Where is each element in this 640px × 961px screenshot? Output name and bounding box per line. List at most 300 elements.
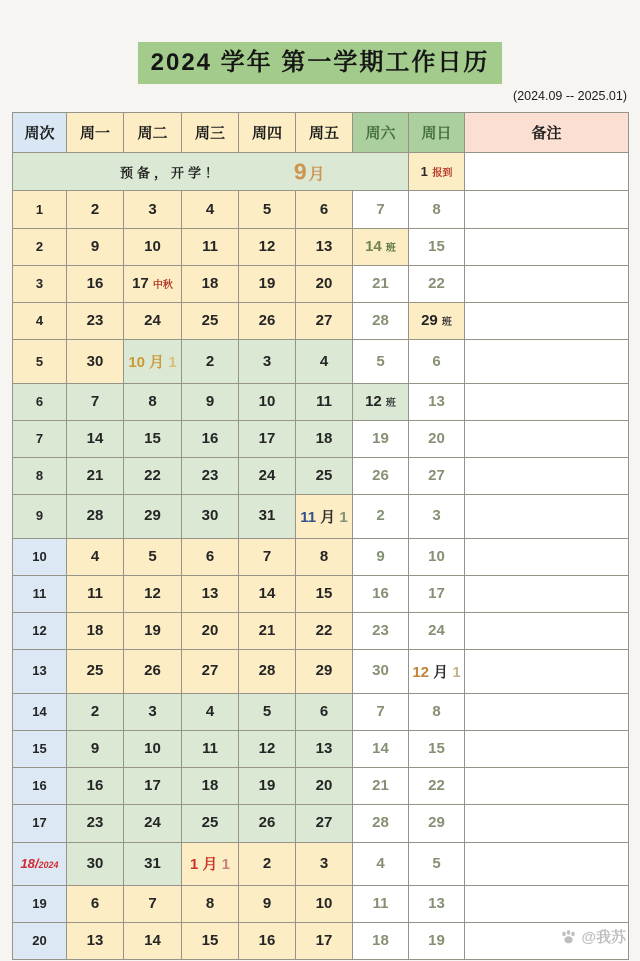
week-number-cell	[13, 842, 67, 885]
remark-cell	[465, 265, 629, 302]
cell-text: 21	[86, 467, 104, 485]
cell-text: 26	[258, 312, 276, 330]
week-row	[13, 730, 629, 767]
day-cell	[239, 842, 296, 885]
cell-text: 30	[86, 854, 104, 872]
day-cell	[353, 805, 409, 842]
day-cell	[124, 650, 182, 693]
cell-text: 15	[428, 739, 445, 757]
week-number-cell	[13, 768, 67, 805]
cell-text: 26	[258, 814, 276, 832]
cell-text: 21	[372, 275, 389, 293]
day-cell	[67, 650, 124, 693]
month-row-september	[13, 153, 629, 191]
cell-text: 9	[262, 894, 272, 912]
cell-text: 1	[452, 663, 461, 681]
day-cell	[353, 575, 409, 612]
day-cell	[124, 303, 182, 340]
day-cell	[239, 340, 296, 383]
cell-text: 6	[319, 702, 329, 720]
day-cell	[239, 228, 296, 265]
cell-text: 19	[428, 932, 445, 950]
week-number-cell	[13, 420, 67, 457]
day-cell	[296, 805, 353, 842]
cell-text: 12	[365, 392, 386, 410]
cell-text: 3	[35, 276, 44, 292]
day-cell	[67, 383, 124, 420]
day-cell	[296, 842, 353, 885]
cell-text: 23	[86, 312, 104, 330]
cell-text: 11	[87, 584, 103, 602]
day-cell	[409, 383, 465, 420]
day-cell	[182, 383, 239, 420]
cell-text: 2	[205, 352, 215, 370]
day-cell	[124, 228, 182, 265]
cell-text: 18/	[20, 855, 39, 871]
cell-text: 14	[258, 584, 276, 602]
day-cell	[182, 420, 239, 457]
remark-cell	[465, 191, 629, 228]
cell-text: 27	[315, 814, 333, 832]
day-cell	[67, 842, 124, 885]
watermark-text: @我苏	[581, 929, 626, 946]
cell-text: 20	[428, 430, 445, 447]
week-row	[13, 650, 629, 693]
cell-text: 16	[372, 584, 389, 602]
remark-cell	[465, 383, 629, 420]
week-number-cell	[13, 805, 67, 842]
watermark	[560, 926, 626, 947]
cell-text: 16	[258, 932, 276, 950]
cell-text: 1	[168, 354, 177, 372]
cell-text: 3	[319, 854, 329, 872]
day-cell	[182, 650, 239, 693]
remark-cell	[465, 730, 629, 767]
cell-text: 10	[258, 392, 276, 410]
day-cell	[124, 265, 182, 302]
day-cell	[353, 885, 409, 922]
week-row	[13, 768, 629, 805]
week-number-cell	[13, 693, 67, 730]
day-cell	[409, 575, 465, 612]
week-row	[13, 923, 629, 960]
cell-text: 25	[201, 814, 219, 832]
cell-text: 25	[86, 662, 104, 680]
day-cell	[409, 495, 465, 538]
day-cell	[296, 228, 353, 265]
cell-text: 5	[262, 702, 272, 720]
cell-text: 8	[148, 392, 157, 410]
day-cell	[296, 768, 353, 805]
cell-text: 22	[428, 777, 445, 795]
cell-text: 28	[86, 507, 104, 525]
cell-text: 26	[144, 662, 161, 680]
cell-text: 21	[258, 622, 276, 640]
day-cell	[239, 495, 296, 538]
cell-text: 16	[32, 778, 47, 794]
cell-text: 28	[372, 312, 389, 330]
day-cell	[353, 923, 409, 960]
cell-text: 11	[32, 585, 47, 601]
cell-text: 11	[202, 739, 218, 757]
day-cell	[353, 340, 409, 383]
calendar-table	[12, 112, 629, 960]
day-cell	[182, 265, 239, 302]
week-row	[13, 805, 629, 842]
cell-text: 月	[149, 354, 169, 372]
cell-text: 12	[258, 237, 276, 255]
remark-cell	[465, 340, 629, 383]
cell-text: 5	[35, 353, 44, 369]
day-cell	[296, 575, 353, 612]
day-cell	[409, 303, 465, 340]
cell-text: 22	[428, 275, 445, 293]
cell-text: 4	[205, 200, 215, 218]
week-number-cell	[13, 265, 67, 302]
cell-text: 19	[372, 430, 389, 447]
day-cell	[296, 885, 353, 922]
cell-text: 15	[315, 584, 333, 602]
cell-text: 23	[372, 622, 389, 640]
cell-text: 2	[90, 702, 100, 720]
day-cell	[296, 303, 353, 340]
cell-text: 7	[262, 547, 272, 565]
cell-text: 10	[428, 547, 445, 565]
week-number-cell	[13, 495, 67, 538]
day-cell	[239, 730, 296, 767]
remark-cell	[465, 303, 629, 340]
day-cell	[124, 340, 182, 383]
cell-text: 16	[201, 430, 219, 447]
cell-text: 13	[201, 584, 219, 602]
day-cell	[182, 730, 239, 767]
week-row	[13, 303, 629, 340]
day-cell	[124, 693, 182, 730]
week-number-cell	[13, 923, 67, 960]
cell-text: 19	[258, 275, 276, 293]
day-cell	[409, 340, 465, 383]
cell-text: 13	[315, 237, 333, 255]
cell-text: 15	[32, 740, 47, 756]
cell-text: 17	[32, 815, 47, 831]
week-number-cell	[13, 383, 67, 420]
day-cell	[409, 538, 465, 575]
cell-text: 3	[432, 507, 441, 525]
day-cell	[182, 191, 239, 228]
cell-text: 4	[35, 313, 44, 329]
day-cell	[409, 805, 465, 842]
day-cell	[67, 420, 124, 457]
cell-text: 1	[221, 856, 231, 874]
day-cell	[67, 538, 124, 575]
header-col-thu: 周四	[239, 113, 296, 153]
week-row	[13, 885, 629, 922]
cell-text: 27	[315, 312, 333, 330]
cell-text: 25	[201, 312, 219, 330]
day-cell	[296, 613, 353, 650]
cell-text: 5	[148, 547, 157, 565]
day-cell	[409, 420, 465, 457]
day-cell	[239, 768, 296, 805]
cell-text: 14	[365, 237, 386, 255]
day-cell	[67, 730, 124, 767]
cell-text: 13	[86, 932, 104, 950]
cell-text: 29	[315, 662, 333, 680]
week-number-cell	[13, 885, 67, 922]
remark-cell	[465, 420, 629, 457]
cell-text: 17	[315, 932, 333, 950]
day-cell	[353, 495, 409, 538]
day-cell	[239, 613, 296, 650]
day-cell	[67, 575, 124, 612]
cell-text: 3	[262, 352, 272, 370]
day-cell	[124, 383, 182, 420]
cell-text: 7	[376, 702, 385, 720]
day-cell	[182, 693, 239, 730]
cell-text: 30	[372, 662, 389, 680]
cell-text: 9	[90, 237, 100, 255]
cell-text: 13	[32, 663, 47, 679]
cell-text: 14	[32, 703, 47, 719]
cell-text: 27	[428, 467, 445, 485]
day-label-register: 报到	[432, 167, 453, 179]
cell-text: 18	[315, 430, 333, 447]
cell-text: 1	[339, 508, 348, 526]
day-cell	[353, 383, 409, 420]
day-cell	[409, 191, 465, 228]
day-cell	[409, 153, 465, 191]
cell-text: 26	[372, 467, 389, 485]
cell-text: 2	[35, 238, 44, 254]
cell-text: 30	[201, 507, 219, 525]
day-cell	[124, 495, 182, 538]
cell-text: 11	[202, 237, 218, 255]
page-title: 2024 学年 第一学期工作日历	[138, 42, 503, 84]
cell-text: 12	[412, 663, 434, 681]
cell-text: 31	[144, 854, 161, 872]
cell-text: 15	[144, 430, 161, 447]
cell-text: 28	[258, 662, 276, 680]
day-cell	[409, 885, 465, 922]
cell-text: 20	[315, 275, 333, 293]
day-cell	[409, 768, 465, 805]
cell-text: 10	[315, 894, 333, 912]
remark-cell	[465, 842, 629, 885]
day-cell	[239, 458, 296, 495]
cell-text: 20	[315, 777, 333, 795]
day-cell	[182, 768, 239, 805]
day-cell	[67, 265, 124, 302]
remark-cell	[465, 458, 629, 495]
cell-text: 7	[376, 200, 385, 218]
cell-text: 8	[319, 547, 329, 565]
day-cell	[182, 842, 239, 885]
day-cell	[239, 650, 296, 693]
day-cell	[67, 495, 124, 538]
day-cell	[239, 265, 296, 302]
cell-text: 12	[144, 584, 161, 602]
cell-text: 17	[258, 430, 276, 447]
day-cell	[182, 613, 239, 650]
day-cell	[124, 768, 182, 805]
week-row	[13, 265, 629, 302]
week-number-cell	[13, 458, 67, 495]
day-cell	[296, 495, 353, 538]
day-cell	[353, 303, 409, 340]
cell-text: 19	[258, 777, 276, 795]
remark-cell	[465, 153, 629, 191]
remark-cell	[465, 768, 629, 805]
week-number-cell	[13, 303, 67, 340]
cell-text: 班	[385, 242, 396, 254]
month-banner-cell	[13, 153, 409, 191]
day-cell	[124, 538, 182, 575]
cell-text: 5	[432, 854, 441, 872]
header-col-wed: 周三	[182, 113, 239, 153]
cell-text: 中秋	[152, 280, 173, 292]
cell-text: 29	[421, 312, 442, 330]
cell-text: 13	[428, 894, 445, 912]
week-row	[13, 575, 629, 612]
cell-text: 8	[432, 200, 441, 218]
month-char: 月	[308, 166, 325, 184]
cell-text: 17	[132, 275, 153, 293]
cell-text: 24	[144, 312, 161, 330]
cell-text: 14	[144, 932, 161, 950]
day-cell	[182, 340, 239, 383]
remark-cell	[465, 885, 629, 922]
cell-text: 20	[32, 933, 47, 949]
week-number-cell	[13, 191, 67, 228]
day-cell	[296, 693, 353, 730]
day-cell	[182, 303, 239, 340]
day-cell	[67, 228, 124, 265]
day-cell	[67, 923, 124, 960]
remark-cell	[465, 228, 629, 265]
day-cell	[67, 458, 124, 495]
day-cell	[239, 805, 296, 842]
cell-text: 18	[201, 777, 219, 795]
cell-text: 24	[428, 622, 445, 640]
day-cell	[67, 693, 124, 730]
week-row	[13, 613, 629, 650]
day-cell	[67, 768, 124, 805]
day-cell	[67, 613, 124, 650]
cell-text: 18	[201, 275, 219, 293]
cell-text: 27	[201, 662, 219, 680]
cell-text: 11	[300, 508, 321, 526]
month-number: 9	[293, 158, 307, 185]
day-cell	[239, 693, 296, 730]
cell-text: 18	[372, 932, 389, 950]
day-number: 1	[420, 163, 428, 179]
cell-text: 8	[205, 894, 215, 912]
cell-text: 7	[90, 392, 100, 410]
day-cell	[67, 340, 124, 383]
day-cell	[409, 613, 465, 650]
title-bar	[0, 0, 640, 84]
day-cell	[182, 923, 239, 960]
cell-text: 20	[201, 622, 219, 640]
day-cell	[124, 923, 182, 960]
cell-text: 7	[35, 431, 44, 446]
cell-text: 14	[86, 430, 104, 447]
cell-text: 30	[86, 352, 104, 370]
day-cell	[239, 383, 296, 420]
cell-text: 15	[428, 237, 445, 255]
cell-text: 22	[315, 622, 333, 640]
cell-text: 10	[144, 237, 161, 255]
day-cell	[124, 575, 182, 612]
day-cell	[409, 842, 465, 885]
header-row	[13, 113, 629, 153]
cell-text: 24	[258, 467, 276, 485]
cell-text: 月	[320, 508, 340, 526]
week-row	[13, 495, 629, 538]
day-cell	[239, 575, 296, 612]
day-cell	[296, 458, 353, 495]
week-number-cell	[13, 538, 67, 575]
cell-text: 29	[428, 814, 445, 832]
cell-text: 5	[262, 200, 272, 218]
cell-text: 17	[144, 777, 161, 795]
remark-cell	[465, 805, 629, 842]
day-cell	[239, 191, 296, 228]
day-cell	[239, 885, 296, 922]
cell-text: 2024	[38, 859, 59, 870]
cell-text: 24	[144, 814, 161, 832]
day-cell	[353, 265, 409, 302]
day-cell	[124, 420, 182, 457]
day-cell	[353, 458, 409, 495]
day-cell	[124, 885, 182, 922]
cell-text: 25	[315, 467, 333, 485]
cell-text: 10	[32, 548, 47, 564]
week-number-cell	[13, 575, 67, 612]
day-cell	[296, 265, 353, 302]
day-cell	[182, 575, 239, 612]
cell-text: 3	[148, 200, 157, 218]
week-number-cell	[13, 730, 67, 767]
cell-text: 6	[205, 547, 215, 565]
cell-text: 5	[376, 352, 385, 370]
cell-text: 8	[432, 702, 441, 720]
day-cell	[67, 191, 124, 228]
day-cell	[239, 303, 296, 340]
day-cell	[409, 693, 465, 730]
cell-text: 19	[144, 622, 161, 640]
header-col-mon: 周一	[67, 113, 124, 153]
day-cell	[124, 613, 182, 650]
day-cell	[353, 768, 409, 805]
cell-text: 8	[35, 468, 44, 484]
cell-text: 16	[86, 777, 104, 795]
day-cell	[182, 885, 239, 922]
day-cell	[353, 693, 409, 730]
cell-text: 29	[144, 507, 161, 525]
remark-cell	[465, 495, 629, 538]
remark-cell	[465, 650, 629, 693]
day-cell	[353, 191, 409, 228]
day-cell	[124, 458, 182, 495]
day-cell	[353, 538, 409, 575]
day-cell	[239, 538, 296, 575]
date-range: (2024.09 -- 2025.01)	[513, 89, 627, 104]
cell-text: 2	[262, 854, 272, 872]
cell-text: 班	[385, 397, 396, 409]
day-cell	[182, 228, 239, 265]
day-cell	[296, 538, 353, 575]
